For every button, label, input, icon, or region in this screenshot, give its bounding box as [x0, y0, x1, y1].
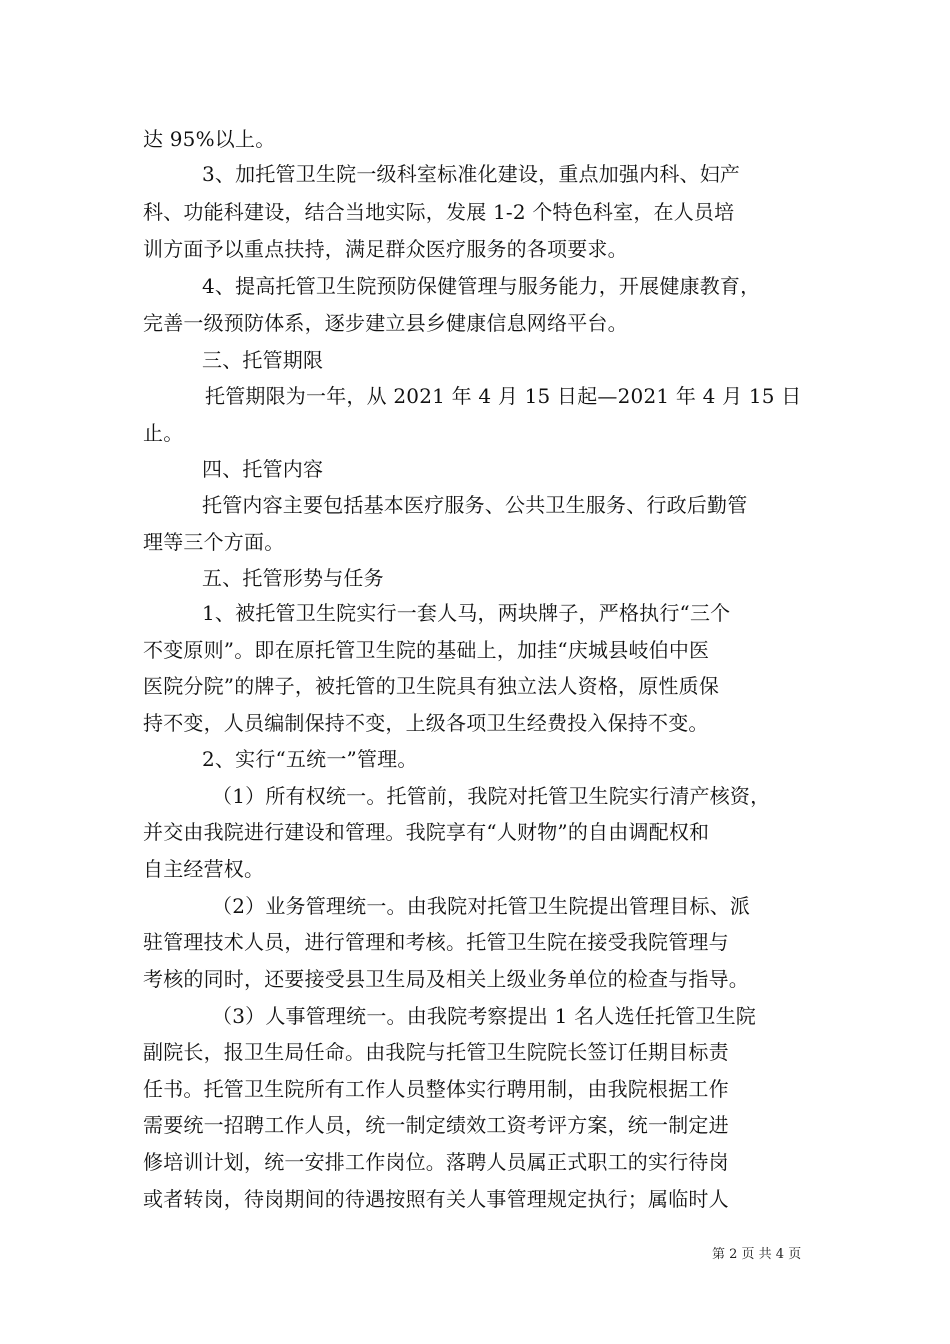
text-line: 持不变，人员编制保持不变，上级各项卫生经费投入保持不变。 [143, 711, 709, 735]
text-line: 3、加托管卫生院一级科室标准化建设，重点加强内科、妇产 [202, 162, 741, 186]
text-line: （1）所有权统一。托管前，我院对托管卫生院实行清产核资， [212, 784, 771, 808]
text-line: 需要统一招聘工作人员，统一制定绩效工资考评方案，统一制定进 [143, 1113, 729, 1137]
text-line: 修培训计划，统一安排工作岗位。落聘人员属正式职工的实行待岗 [143, 1150, 729, 1174]
text-line: 完善一级预防体系，逐步建立县乡健康信息网络平台。 [143, 311, 628, 335]
text-line: 医院分院”的牌子，被托管的卫生院具有独立法人资格，原性质保 [143, 674, 720, 698]
text-line: 自主经营权。 [143, 857, 265, 881]
page-number: 第 2 页 共 4 页 [712, 1247, 802, 1262]
text-line: 训方面予以重点扶持，满足群众医疗服务的各项要求。 [143, 237, 628, 261]
text-line: 或者转岗，待岗期间的待遇按照有关人事管理规定执行；属临时人 [143, 1187, 729, 1211]
text-line: 任书。托管卫生院所有工作人员整体实行聘用制，由我院根据工作 [143, 1077, 729, 1101]
text-line: 托管内容主要包括基本医疗服务、公共卫生服务、行政后勤管 [202, 493, 748, 517]
text-line: 托管期限为一年，从 2021 年 4 月 15 日起—2021 年 4 月 15 日 [205, 384, 802, 408]
section-heading: 四、托管内容 [202, 457, 324, 481]
text-line: （2）业务管理统一。由我院对托管卫生院提出管理目标、派 [212, 894, 751, 918]
text-line: 不变原则”。即在原托管卫生院的基础上，加挂“庆城县岐伯中医 [143, 638, 710, 662]
text-line: 科、功能科建设，结合当地实际，发展 1-2 个特色科室，在人员培 [143, 200, 735, 224]
text-line: 4、提高托管卫生院预防保健管理与服务能力，开展健康教育， [202, 274, 761, 298]
text-line: 2、实行“五统一”管理。 [202, 747, 418, 771]
text-line: （3）人事管理统一。由我院考察提出 1 名人选任托管卫生院 [212, 1004, 756, 1028]
text-line: 副院长，报卫生局任命。由我院与托管卫生院院长签订任期目标责 [143, 1040, 729, 1064]
text-line: 理等三个方面。 [143, 530, 285, 554]
text-line: 驻管理技术人员，进行管理和考核。托管卫生院在接受我院管理与 [143, 930, 729, 954]
text-line: 1、被托管卫生院实行一套人马，两块牌子，严格执行“三个 [202, 601, 731, 625]
text-line: 达 95%以上。 [143, 127, 276, 151]
text-line: 止。 [143, 421, 184, 445]
section-heading: 五、托管形势与任务 [202, 566, 384, 590]
text-line: 考核的同时，还要接受县卫生局及相关上级业务单位的检查与指导。 [143, 967, 749, 991]
text-line: 并交由我院进行建设和管理。我院享有“人财物”的自由调配权和 [143, 820, 710, 844]
section-heading: 三、托管期限 [202, 348, 324, 372]
